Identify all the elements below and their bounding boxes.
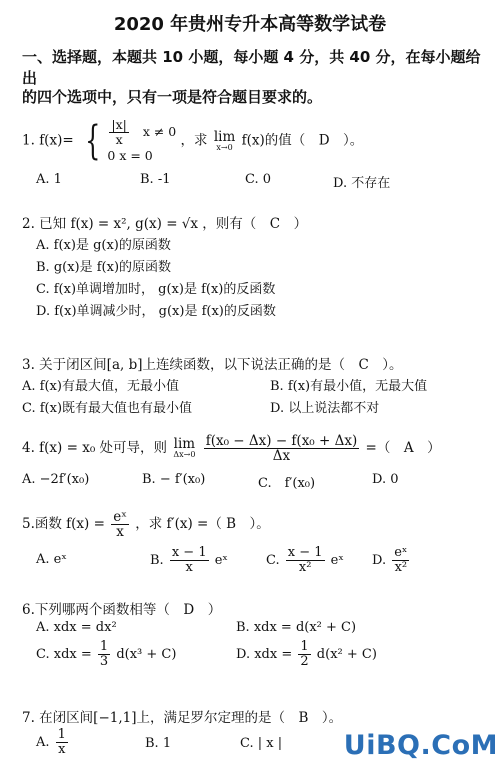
q5-option-b: B. $\frac{x - 1}{x}$ eˣ: [150, 545, 228, 575]
q3-option-c: C. f(x)既有最大值也有最小值: [22, 401, 193, 416]
question-7: 7. 在闭区间[−1,1]上，满足罗尔定理的是（ B ）。: [22, 710, 343, 726]
q4-option-d: D. 0: [372, 472, 399, 487]
question-ask: f(x)的值（ D ）。: [241, 132, 364, 149]
limit-operator: lim x→0: [213, 128, 236, 152]
question-3: 3. 关于闭区间[a, b]上连续函数，以下说法正确的是（ C ）。: [22, 357, 403, 373]
q6-option-c: C. xdx = $\frac{1}{3}$ d(x³ + C): [36, 639, 177, 669]
question-4: 4. f(x) = x₀ 处可导，则 lim Δx→0 $\frac{\text{f(x₀ − Δx) − f(x₀ + Δx)}}{\Delta x}$ =（ A ）: [22, 433, 441, 464]
q3-option-a: A. f(x)有最大值，无最小值: [22, 379, 179, 394]
q4-option-b: B. − f′(x₀): [142, 472, 206, 487]
q6-option-d: D. xdx = $\frac{1}{2}$ d(x² + C): [236, 639, 377, 669]
q2-option-a: A. f(x)是 g(x)的原函数: [36, 238, 171, 253]
section-heading-line-2: 的四个选项中，只有一项是符合题目要求的。: [22, 88, 323, 106]
q7-option-a: A. $\frac{1}{x}$: [36, 727, 66, 757]
q2-option-d: D. f(x)单调减少时， g(x)是 f(x)的反函数: [36, 304, 276, 319]
q1-option-c: C. 0: [245, 172, 272, 187]
q5-option-c: C. $\frac{x - 1}{\text{x²}}$ eˣ: [266, 545, 344, 575]
q3-option-d: D. 以上说法都不对: [270, 401, 380, 416]
left-brace: {: [85, 118, 101, 164]
section-heading-line-1: 一、选择题，本题共 10 小题，每小题 4 分，共 40 分，在每小题给出: [22, 48, 481, 87]
q6-option-b: B. xdx = d(x² + C): [236, 620, 357, 635]
fraction: $\frac{|x|}{x}$: [111, 117, 127, 147]
q4-option-c: C. f′(x₀): [258, 476, 316, 491]
q1-option-b: B. -1: [140, 172, 171, 187]
q5-option-a: A. eˣ: [36, 552, 67, 567]
question-6: 6.下列哪两个函数相等（ D ）: [22, 602, 222, 618]
exam-title: 2020 年贵州专升本高等数学试卷: [113, 14, 387, 35]
question-2: 2. 已知 f(x) = x², g(x) = √x ，则有（ C ）: [22, 216, 308, 232]
case-condition: x ≠ 0: [142, 124, 177, 139]
question-number: 1.: [22, 132, 35, 149]
q3-option-b: B. f(x)有最小值，无最大值: [270, 379, 428, 394]
fraction: $\frac{\text{eˣ}}{x}$: [113, 509, 127, 540]
q1-option-d: D. 不存在: [333, 176, 391, 191]
q5-option-d: D. $\frac{\text{eˣ}}{\text{x²}}$: [372, 545, 408, 575]
function-label: f(x)=: [39, 132, 74, 149]
q7-option-c: C. | x |: [240, 736, 283, 751]
question-1: 1. f(x)= { $\frac{|x|}{x}$ x ≠ 0 0 x = 0 ，求 lim x→0 f(x)的值（ D ）。: [22, 117, 364, 164]
limit-operator: lim Δx→0: [173, 436, 196, 459]
q2-option-c: C. f(x)单调增加时， g(x)是 f(x)的反函数: [36, 282, 276, 297]
question-5: 5.函数 f(x) = $\frac{\text{eˣ}}{x}$ ，求 f′(x) =（ B ）。: [22, 509, 270, 540]
q4-option-a: A. −2f′(x₀): [22, 472, 90, 487]
case-zero: 0 x = 0: [107, 148, 153, 163]
piecewise-function: [78, 118, 176, 164]
difference-quotient: $\frac{\text{f(x₀ − Δx) − f(x₀ + Δx)}}{\Delta x}$: [205, 433, 358, 464]
q6-option-a: A. xdx = dx²: [36, 620, 117, 635]
watermark-logo: UiBQ.CoM: [343, 729, 498, 761]
q2-option-b: B. g(x)是 f(x)的原函数: [36, 260, 172, 275]
q7-option-b: B. 1: [145, 736, 172, 751]
q1-option-a: A. 1: [36, 172, 62, 187]
